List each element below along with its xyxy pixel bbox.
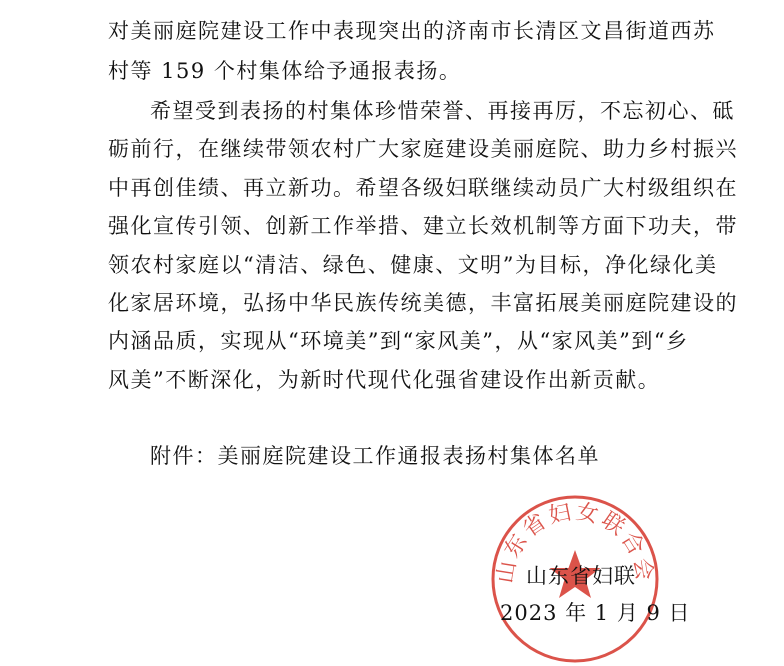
paragraph-2-line-3: 中再创佳绩、再立新功。希望各级妇联继续动员广大村级组织在 <box>108 176 738 200</box>
paragraph-1-line-1: 对美丽庭院建设工作中表现突出的济南市长清区文昌街道西苏 <box>108 19 716 43</box>
paragraph-2-line-8: 风美”不断深化，为新时代现代化强省建设作出新贡献。 <box>108 368 661 392</box>
paragraph-1-line-2: 村等 159 个村集体给予通报表扬。 <box>108 59 462 83</box>
paragraph-2-line-4: 强化宣传引领、创新工作举措、建立长效机制等方面下功夫，带 <box>108 214 738 238</box>
paragraph-2-line-5: 领农村家庭以“清洁、绿色、健康、文明”为目标，净化绿化美 <box>108 253 718 277</box>
signature-organization: 山东省妇联 <box>526 564 636 588</box>
attachment-line: 附件：美丽庭院建设工作通报表扬村集体名单 <box>150 444 600 468</box>
signature-date: 2023 年 1 月 9 日 <box>500 601 691 625</box>
paragraph-2-line-7: 内涵品质，实现从“环境美”到“家风美”，从“家风美”到“乡 <box>108 329 689 353</box>
paragraph-2-line-2: 砺前行，在继续带领农村广大家庭建设美丽庭院、助力乡村振兴 <box>108 137 738 161</box>
paragraph-2-line-6: 化家居环境，弘扬中华民族传统美德，丰富拓展美丽庭院建设的 <box>108 291 738 315</box>
seal-arc-text: 山东省妇女联合会 <box>493 499 657 586</box>
paragraph-2-line-1: 希望受到表扬的村集体珍惜荣誉、再接再厉，不忘初心、砥 <box>150 99 735 123</box>
